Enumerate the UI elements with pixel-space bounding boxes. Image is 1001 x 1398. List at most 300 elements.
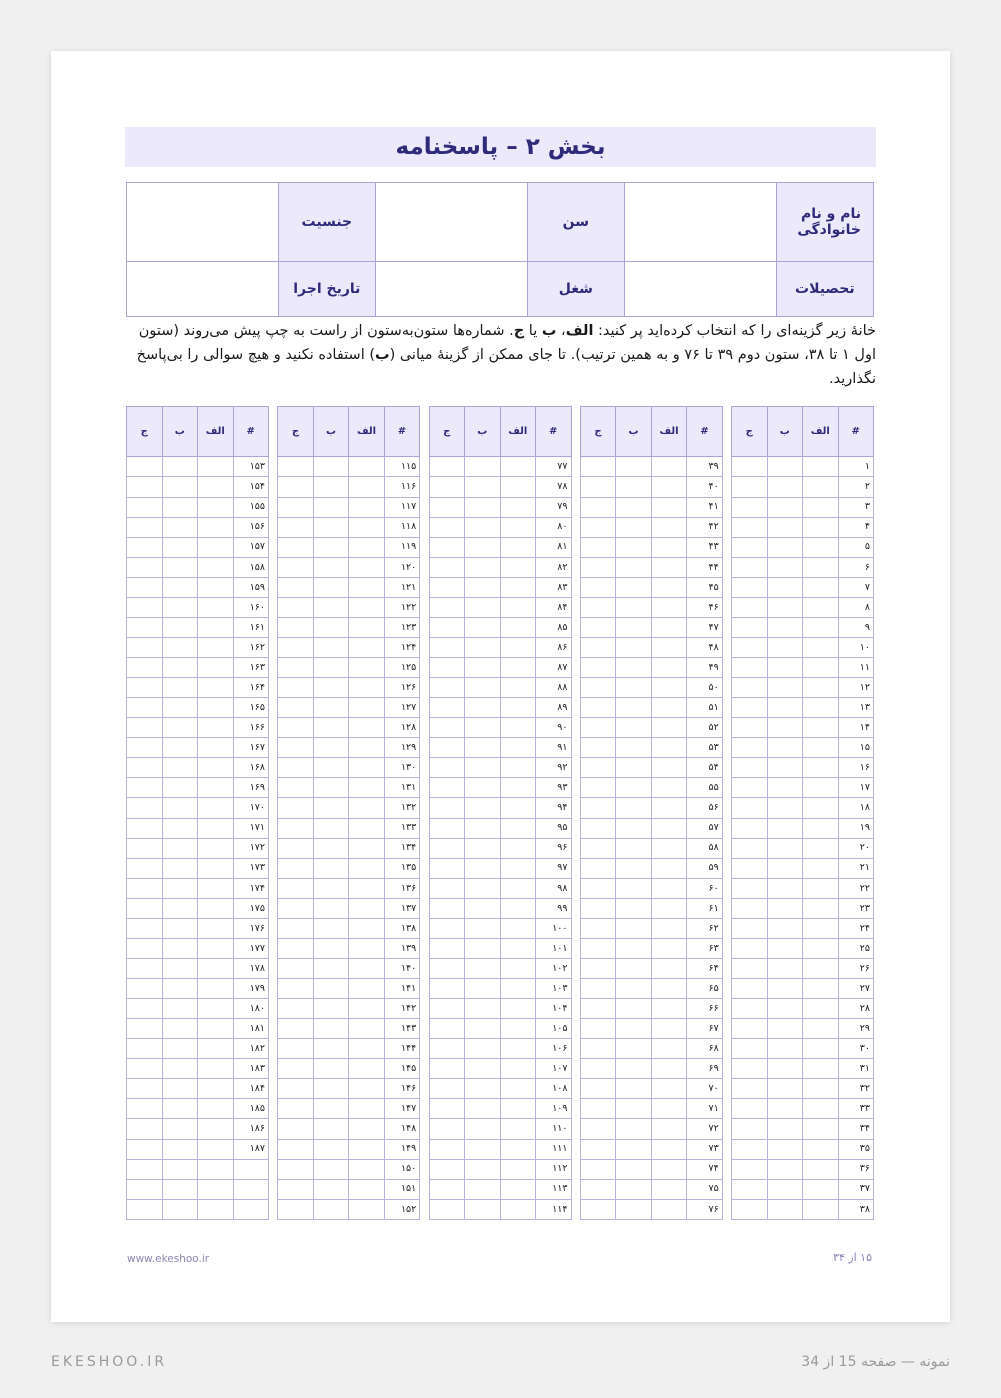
answer-cell-c[interactable]	[127, 637, 163, 657]
answer-cell-c[interactable]	[429, 838, 465, 858]
answer-cell-b[interactable]	[465, 457, 501, 477]
answer-cell-c[interactable]	[278, 1099, 314, 1119]
answer-cell-b[interactable]	[313, 477, 349, 497]
answer-cell-a[interactable]	[651, 738, 687, 758]
answer-cell-c[interactable]	[580, 979, 616, 999]
answer-cell-a[interactable]	[500, 1039, 536, 1059]
answer-cell-a[interactable]	[500, 1099, 536, 1119]
answer-cell-a[interactable]	[349, 918, 385, 938]
answer-cell-a[interactable]	[500, 577, 536, 597]
answer-cell-c[interactable]	[732, 1199, 768, 1219]
answer-cell-c[interactable]	[127, 497, 163, 517]
answer-cell-b[interactable]	[313, 1039, 349, 1059]
answer-cell-a[interactable]	[803, 1059, 839, 1079]
answer-cell-a[interactable]	[349, 1199, 385, 1219]
answer-cell-c[interactable]	[127, 1119, 163, 1139]
answer-cell-b[interactable]	[767, 1099, 803, 1119]
answer-cell-b[interactable]	[313, 1079, 349, 1099]
answer-cell-a[interactable]	[198, 477, 234, 497]
answer-cell-c[interactable]	[127, 778, 163, 798]
answer-cell-b[interactable]	[465, 537, 501, 557]
answer-cell-b[interactable]	[162, 557, 198, 577]
answer-cell-c[interactable]	[278, 637, 314, 657]
answer-cell-c[interactable]	[732, 938, 768, 958]
answer-cell-a[interactable]	[803, 738, 839, 758]
answer-cell-c[interactable]	[278, 1039, 314, 1059]
answer-cell-b[interactable]	[162, 1099, 198, 1119]
answer-cell-a[interactable]	[198, 1019, 234, 1039]
answer-cell-a[interactable]	[198, 1059, 234, 1079]
answer-cell-c[interactable]	[278, 1179, 314, 1199]
answer-cell-c[interactable]	[429, 718, 465, 738]
answer-cell-a[interactable]	[500, 617, 536, 637]
answer-cell-c[interactable]	[127, 938, 163, 958]
answer-cell-b[interactable]	[465, 798, 501, 818]
answer-cell-a[interactable]	[500, 898, 536, 918]
answer-cell-a[interactable]	[803, 557, 839, 577]
answer-cell-b[interactable]	[162, 457, 198, 477]
answer-cell-b[interactable]	[767, 1059, 803, 1079]
answer-cell-b[interactable]	[313, 1019, 349, 1039]
answer-cell-b[interactable]	[616, 1119, 652, 1139]
answer-cell-b[interactable]	[767, 1119, 803, 1139]
answer-cell-b[interactable]	[767, 1079, 803, 1099]
answer-cell-b[interactable]	[313, 778, 349, 798]
answer-cell-b[interactable]	[616, 1039, 652, 1059]
answer-cell-a[interactable]	[651, 477, 687, 497]
answer-cell-a[interactable]	[651, 898, 687, 918]
answer-cell-a[interactable]	[651, 1079, 687, 1099]
answer-cell-b[interactable]	[313, 738, 349, 758]
answer-cell-b[interactable]	[616, 838, 652, 858]
answer-cell-b[interactable]	[616, 758, 652, 778]
answer-cell-c[interactable]	[278, 537, 314, 557]
answer-cell-c[interactable]	[429, 1119, 465, 1139]
answer-cell-b[interactable]	[767, 738, 803, 758]
answer-cell-c[interactable]	[429, 938, 465, 958]
answer-cell-b[interactable]	[767, 778, 803, 798]
answer-cell-b[interactable]	[162, 1119, 198, 1139]
answer-cell-a[interactable]	[500, 1199, 536, 1219]
answer-cell-a[interactable]	[198, 497, 234, 517]
answer-cell-a[interactable]	[500, 738, 536, 758]
answer-cell-a[interactable]	[349, 1079, 385, 1099]
answer-cell-c[interactable]	[732, 678, 768, 698]
answer-cell-c[interactable]	[127, 658, 163, 678]
answer-cell-b[interactable]	[162, 1019, 198, 1039]
answer-cell-c[interactable]	[732, 838, 768, 858]
answer-cell-a[interactable]	[349, 878, 385, 898]
answer-cell-c[interactable]	[732, 1079, 768, 1099]
answer-cell-b[interactable]	[767, 858, 803, 878]
answer-cell-b[interactable]	[465, 958, 501, 978]
answer-cell-c[interactable]	[580, 999, 616, 1019]
answer-cell-b[interactable]	[313, 457, 349, 477]
answer-cell-c[interactable]	[732, 898, 768, 918]
answer-cell-b[interactable]	[465, 617, 501, 637]
answer-cell-a[interactable]	[349, 1099, 385, 1119]
answer-cell-a[interactable]	[803, 678, 839, 698]
answer-cell-a[interactable]	[500, 517, 536, 537]
answer-cell-a[interactable]	[651, 537, 687, 557]
answer-cell-b[interactable]	[313, 838, 349, 858]
answer-cell-b[interactable]	[465, 637, 501, 657]
answer-cell-a[interactable]	[651, 497, 687, 517]
answer-cell-b[interactable]	[767, 898, 803, 918]
answer-cell-a[interactable]	[803, 878, 839, 898]
answer-cell-a[interactable]	[500, 1019, 536, 1039]
answer-cell-b[interactable]	[465, 818, 501, 838]
answer-cell-a[interactable]	[349, 1059, 385, 1079]
answer-cell-c[interactable]	[429, 818, 465, 838]
answer-cell-c[interactable]	[429, 798, 465, 818]
answer-cell-b[interactable]	[616, 878, 652, 898]
answer-cell-c[interactable]	[429, 878, 465, 898]
answer-cell-a[interactable]	[651, 758, 687, 778]
answer-cell-b[interactable]	[313, 658, 349, 678]
answer-cell-b[interactable]	[162, 637, 198, 657]
answer-cell-a[interactable]	[500, 678, 536, 698]
answer-cell-b[interactable]	[465, 1059, 501, 1079]
answer-cell-b[interactable]	[162, 517, 198, 537]
answer-cell-a[interactable]	[500, 597, 536, 617]
answer-cell-a[interactable]	[500, 758, 536, 778]
answer-cell-c[interactable]	[278, 838, 314, 858]
answer-cell-b[interactable]	[616, 858, 652, 878]
answer-cell-c[interactable]	[580, 1199, 616, 1219]
answer-cell-c[interactable]	[127, 1099, 163, 1119]
answer-cell-c[interactable]	[278, 798, 314, 818]
answer-cell-a[interactable]	[349, 1179, 385, 1199]
answer-cell-a[interactable]	[651, 577, 687, 597]
answer-cell-a[interactable]	[803, 1139, 839, 1159]
answer-cell-c[interactable]	[278, 938, 314, 958]
answer-cell-a[interactable]	[803, 477, 839, 497]
answer-cell-b[interactable]	[162, 658, 198, 678]
answer-cell-b[interactable]	[313, 818, 349, 838]
answer-cell-a[interactable]	[198, 637, 234, 657]
answer-cell-a[interactable]	[803, 1099, 839, 1119]
answer-cell-b[interactable]	[313, 878, 349, 898]
answer-cell-b[interactable]	[162, 497, 198, 517]
answer-cell-a[interactable]	[349, 1039, 385, 1059]
answer-cell-c[interactable]	[732, 778, 768, 798]
answer-cell-a[interactable]	[349, 979, 385, 999]
answer-cell-a[interactable]	[349, 517, 385, 537]
answer-cell-a[interactable]	[198, 1139, 234, 1159]
answer-cell-c[interactable]	[580, 738, 616, 758]
answer-cell-b[interactable]	[465, 738, 501, 758]
answer-cell-c[interactable]	[580, 577, 616, 597]
answer-cell-c[interactable]	[732, 718, 768, 738]
answer-cell-a[interactable]	[198, 758, 234, 778]
answer-cell-a[interactable]	[198, 798, 234, 818]
answer-cell-b[interactable]	[313, 758, 349, 778]
answer-cell-b[interactable]	[616, 678, 652, 698]
answer-cell-b[interactable]	[767, 938, 803, 958]
answer-cell-a[interactable]	[651, 678, 687, 698]
answer-cell-b[interactable]	[616, 1139, 652, 1159]
answer-cell-a[interactable]	[198, 617, 234, 637]
answer-cell-b[interactable]	[465, 858, 501, 878]
answer-cell-a[interactable]	[349, 938, 385, 958]
answer-cell-a[interactable]	[198, 738, 234, 758]
answer-cell-c[interactable]	[580, 617, 616, 637]
answer-cell-c[interactable]	[580, 718, 616, 738]
answer-cell-c[interactable]	[580, 1039, 616, 1059]
answer-cell-b[interactable]	[616, 1199, 652, 1219]
answer-cell-a[interactable]	[803, 1119, 839, 1139]
answer-cell-a[interactable]	[500, 938, 536, 958]
answer-cell-c[interactable]	[580, 517, 616, 537]
answer-cell-a[interactable]	[500, 477, 536, 497]
answer-cell-a[interactable]	[198, 979, 234, 999]
answer-cell-a[interactable]	[803, 798, 839, 818]
answer-cell-b[interactable]	[313, 577, 349, 597]
answer-cell-c[interactable]	[429, 738, 465, 758]
answer-cell-c[interactable]	[429, 1019, 465, 1039]
answer-cell-a[interactable]	[651, 457, 687, 477]
answer-cell-c[interactable]	[127, 577, 163, 597]
answer-cell-c[interactable]	[278, 818, 314, 838]
answer-cell-c[interactable]	[732, 798, 768, 818]
answer-cell-a[interactable]	[349, 617, 385, 637]
answer-cell-b[interactable]	[616, 597, 652, 617]
answer-cell-c[interactable]	[732, 597, 768, 617]
answer-cell-b[interactable]	[616, 557, 652, 577]
answer-cell-c[interactable]	[278, 557, 314, 577]
answer-cell-b[interactable]	[313, 999, 349, 1019]
answer-cell-c[interactable]	[429, 1179, 465, 1199]
answer-cell-c[interactable]	[580, 938, 616, 958]
answer-cell-a[interactable]	[198, 999, 234, 1019]
answer-cell-b[interactable]	[616, 517, 652, 537]
answer-cell-c[interactable]	[732, 858, 768, 878]
answer-cell-c[interactable]	[429, 457, 465, 477]
answer-cell-a[interactable]	[198, 1079, 234, 1099]
answer-cell-c[interactable]	[429, 577, 465, 597]
answer-cell-c[interactable]	[429, 698, 465, 718]
answer-cell-a[interactable]	[198, 818, 234, 838]
answer-cell-b[interactable]	[616, 617, 652, 637]
answer-cell-a[interactable]	[500, 637, 536, 657]
answer-cell-b[interactable]	[767, 718, 803, 738]
answer-cell-a[interactable]	[651, 1139, 687, 1159]
answer-cell-b[interactable]	[162, 597, 198, 617]
answer-cell-a[interactable]	[651, 1099, 687, 1119]
answer-cell-b[interactable]	[465, 1199, 501, 1219]
answer-cell-b[interactable]	[616, 778, 652, 798]
answer-cell-b[interactable]	[162, 878, 198, 898]
answer-cell-a[interactable]	[651, 1039, 687, 1059]
answer-cell-a[interactable]	[500, 999, 536, 1019]
answer-cell-a[interactable]	[349, 597, 385, 617]
answer-cell-a[interactable]	[803, 457, 839, 477]
answer-cell-c[interactable]	[278, 1059, 314, 1079]
answer-cell-a[interactable]	[349, 1119, 385, 1139]
answer-cell-c[interactable]	[580, 858, 616, 878]
answer-cell-a[interactable]	[349, 898, 385, 918]
answer-cell-a[interactable]	[349, 537, 385, 557]
answer-cell-c[interactable]	[127, 979, 163, 999]
answer-cell-c[interactable]	[127, 798, 163, 818]
answer-cell-b[interactable]	[313, 1119, 349, 1139]
answer-cell-c[interactable]	[580, 958, 616, 978]
answer-cell-c[interactable]	[278, 958, 314, 978]
answer-cell-c[interactable]	[127, 557, 163, 577]
answer-cell-c[interactable]	[127, 517, 163, 537]
answer-cell-b[interactable]	[767, 798, 803, 818]
answer-cell-a[interactable]	[349, 818, 385, 838]
answer-cell-c[interactable]	[278, 878, 314, 898]
answer-cell-c[interactable]	[127, 898, 163, 918]
answer-cell-c[interactable]	[278, 778, 314, 798]
answer-cell-a[interactable]	[500, 858, 536, 878]
answer-cell-c[interactable]	[278, 477, 314, 497]
answer-cell-c[interactable]	[278, 898, 314, 918]
answer-cell-b[interactable]	[616, 1159, 652, 1179]
answer-cell-c[interactable]	[127, 858, 163, 878]
answer-cell-b[interactable]	[465, 1099, 501, 1119]
answer-cell-b[interactable]	[313, 858, 349, 878]
answer-cell-b[interactable]	[465, 698, 501, 718]
answer-cell-a[interactable]	[500, 1059, 536, 1079]
answer-cell-a[interactable]	[349, 758, 385, 778]
answer-cell-b[interactable]	[162, 738, 198, 758]
answer-cell-b[interactable]	[465, 557, 501, 577]
answer-cell-c[interactable]	[278, 979, 314, 999]
answer-cell-c[interactable]	[580, 457, 616, 477]
answer-cell-c[interactable]	[732, 1179, 768, 1199]
answer-cell-a[interactable]	[803, 1039, 839, 1059]
answer-cell-a[interactable]	[349, 678, 385, 698]
answer-cell-b[interactable]	[616, 798, 652, 818]
date-field[interactable]	[127, 261, 279, 316]
answer-cell-c[interactable]	[732, 738, 768, 758]
answer-cell-b[interactable]	[162, 938, 198, 958]
answer-cell-b[interactable]	[767, 597, 803, 617]
answer-cell-a[interactable]	[803, 818, 839, 838]
answer-cell-c[interactable]	[732, 979, 768, 999]
answer-cell-c[interactable]	[732, 1099, 768, 1119]
answer-cell-c[interactable]	[732, 878, 768, 898]
answer-cell-b[interactable]	[616, 577, 652, 597]
answer-cell-a[interactable]	[500, 1079, 536, 1099]
answer-cell-c[interactable]	[127, 838, 163, 858]
answer-cell-c[interactable]	[278, 1199, 314, 1219]
answer-cell-a[interactable]	[500, 557, 536, 577]
answer-cell-b[interactable]	[313, 718, 349, 738]
answer-cell-c[interactable]	[429, 1039, 465, 1059]
answer-cell-a[interactable]	[803, 778, 839, 798]
answer-cell-c[interactable]	[732, 758, 768, 778]
answer-cell-c[interactable]	[580, 1159, 616, 1179]
answer-cell-b[interactable]	[767, 497, 803, 517]
answer-cell-b[interactable]	[162, 1139, 198, 1159]
answer-cell-c[interactable]	[278, 1159, 314, 1179]
answer-cell-b[interactable]	[162, 1079, 198, 1099]
answer-cell-a[interactable]	[803, 1159, 839, 1179]
answer-cell-a[interactable]	[349, 577, 385, 597]
answer-cell-b[interactable]	[465, 758, 501, 778]
answer-cell-a[interactable]	[651, 838, 687, 858]
answer-cell-a[interactable]	[198, 1099, 234, 1119]
answer-cell-b[interactable]	[465, 898, 501, 918]
answer-cell-c[interactable]	[429, 1199, 465, 1219]
answer-cell-a[interactable]	[803, 938, 839, 958]
answer-cell-b[interactable]	[616, 818, 652, 838]
answer-cell-c[interactable]	[278, 497, 314, 517]
answer-cell-b[interactable]	[616, 738, 652, 758]
answer-cell-a[interactable]	[651, 1059, 687, 1079]
answer-cell-b[interactable]	[767, 577, 803, 597]
answer-cell-a[interactable]	[651, 1019, 687, 1039]
answer-cell-c[interactable]	[580, 597, 616, 617]
answer-cell-b[interactable]	[313, 698, 349, 718]
answer-cell-c[interactable]	[278, 738, 314, 758]
answer-cell-b[interactable]	[767, 1019, 803, 1039]
answer-cell-a[interactable]	[651, 658, 687, 678]
answer-cell-b[interactable]	[162, 617, 198, 637]
answer-cell-a[interactable]	[803, 958, 839, 978]
answer-cell-a[interactable]	[198, 1039, 234, 1059]
answer-cell-b[interactable]	[465, 999, 501, 1019]
answer-cell-a[interactable]	[500, 457, 536, 477]
answer-cell-b[interactable]	[616, 718, 652, 738]
answer-cell-a[interactable]	[349, 658, 385, 678]
answer-cell-c[interactable]	[127, 537, 163, 557]
answer-cell-c[interactable]	[580, 1179, 616, 1199]
gender-field[interactable]	[127, 183, 279, 262]
answer-cell-a[interactable]	[349, 838, 385, 858]
answer-cell-c[interactable]	[732, 537, 768, 557]
answer-cell-b[interactable]	[616, 698, 652, 718]
answer-cell-b[interactable]	[767, 838, 803, 858]
answer-cell-b[interactable]	[616, 999, 652, 1019]
answer-cell-a[interactable]	[198, 838, 234, 858]
answer-cell-c[interactable]	[580, 1099, 616, 1119]
answer-cell-c[interactable]	[732, 698, 768, 718]
answer-cell-c[interactable]	[429, 617, 465, 637]
answer-cell-c[interactable]	[580, 818, 616, 838]
answer-cell-b[interactable]	[616, 1019, 652, 1039]
name-field[interactable]	[625, 183, 777, 262]
answer-cell-b[interactable]	[313, 678, 349, 698]
answer-cell-c[interactable]	[580, 838, 616, 858]
answer-cell-c[interactable]	[278, 1019, 314, 1039]
answer-cell-b[interactable]	[616, 918, 652, 938]
answer-cell-b[interactable]	[616, 537, 652, 557]
answer-cell-b[interactable]	[465, 597, 501, 617]
answer-cell-a[interactable]	[651, 798, 687, 818]
answer-cell-c[interactable]	[580, 658, 616, 678]
answer-cell-a[interactable]	[651, 1179, 687, 1199]
answer-cell-c[interactable]	[732, 918, 768, 938]
answer-cell-a[interactable]	[803, 617, 839, 637]
answer-cell-c[interactable]	[278, 858, 314, 878]
answer-cell-c[interactable]	[732, 517, 768, 537]
answer-cell-b[interactable]	[465, 1159, 501, 1179]
answer-cell-c[interactable]	[278, 698, 314, 718]
answer-cell-b[interactable]	[616, 898, 652, 918]
answer-cell-c[interactable]	[580, 477, 616, 497]
answer-cell-c[interactable]	[429, 597, 465, 617]
answer-cell-a[interactable]	[349, 798, 385, 818]
answer-cell-b[interactable]	[465, 658, 501, 678]
answer-cell-a[interactable]	[651, 698, 687, 718]
answer-cell-a[interactable]	[651, 1159, 687, 1179]
answer-cell-b[interactable]	[313, 1159, 349, 1179]
